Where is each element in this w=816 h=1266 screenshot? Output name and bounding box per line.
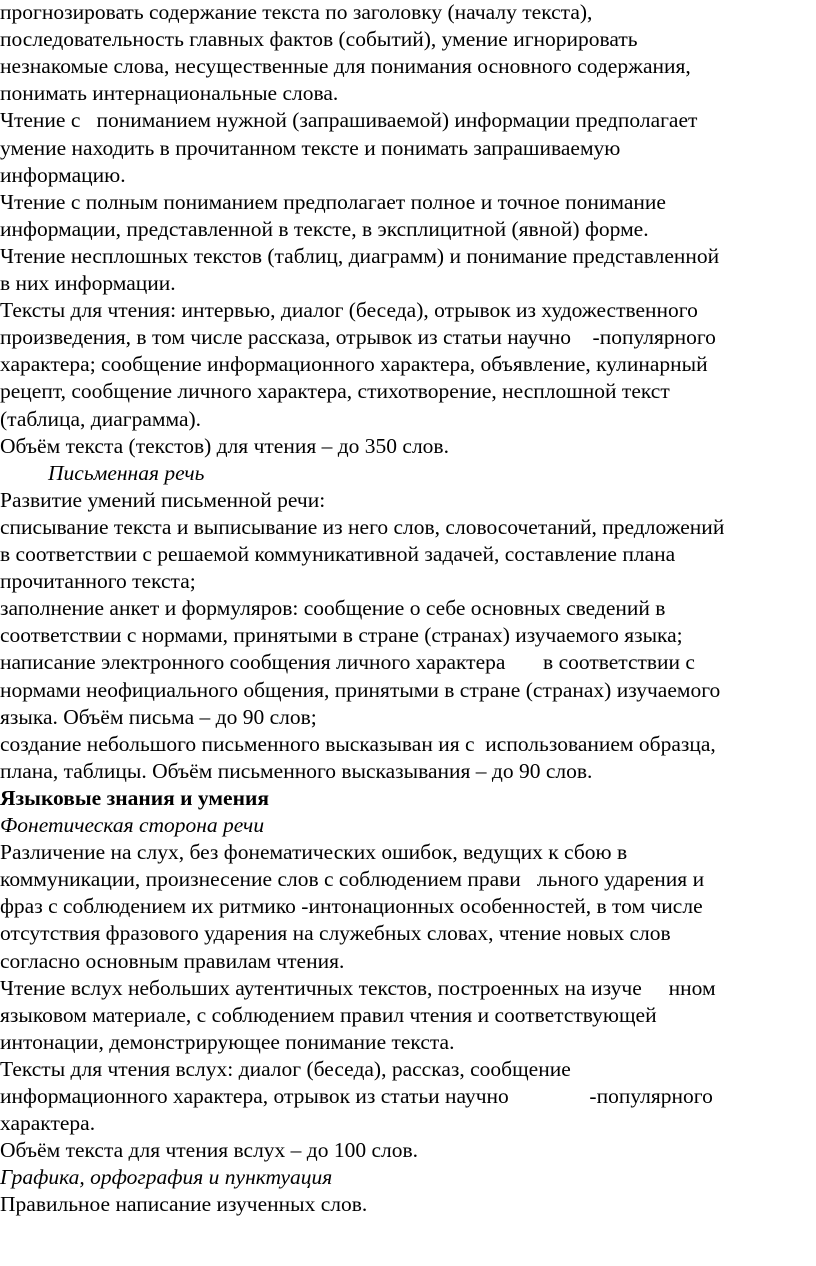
text-line: Тексты для чтения вслух: диалог (беседа), рассказ, сообщение (0, 1056, 571, 1081)
subsection-heading-phonetics: Фонетическая сторона речи (0, 813, 265, 837)
text-line: Объём текста (текстов) для чтения – до 350 слов. (0, 433, 449, 458)
text-line: Различение на слух, без фонематических ошибок, ведущих к сбою в (0, 840, 628, 865)
text-line: в них информации. (0, 271, 176, 295)
text-line: отсутствия фразового ударения на служебных словах, чтение новых слов (0, 921, 671, 946)
text-line: языка. Объём письма – до 90 слов; (0, 704, 317, 729)
text-line: соответствии с нормами, принятыми в стране (странах) изучаемого языка; (0, 623, 683, 648)
text-line: последовательность главных фактов (событий), умение игнорировать (0, 27, 638, 52)
text-line: понимать интернациональные слова. (0, 81, 339, 106)
section-heading-language-knowledge: Языковые знания и умения (0, 785, 269, 810)
text-line: списывание текста и выписывание из него слов, словосочетаний, предложений (0, 514, 725, 539)
text-line: написание электронного сообщения личного характера в соответствии с (0, 650, 695, 675)
text-line: характера; сообщение информационного характера, объявление, кулинарный (0, 352, 708, 377)
subsection-heading-graphics: Графика, орфография и пунктуация (0, 1165, 333, 1190)
text-line: Чтение несплошных текстов (таблиц, диаграмм) и понимание представленной (0, 243, 720, 268)
text-line: Тексты для чтения: интервью, диалог (беседа), отрывок из художественного (0, 298, 698, 323)
text-line: Объём текста для чтения вслух – до 100 слов. (0, 1138, 419, 1163)
text-line: прочитанного текста; (0, 569, 196, 594)
text-line: Чтение с полным пониманием предполагает полное и точное понимание (0, 189, 666, 214)
text-line: Чтение вслух небольших аутентичных текстов, построенных на изуче нном (0, 975, 716, 1000)
text-line: создание небольшого письменного высказыван ия с использованием образца, (0, 731, 716, 756)
text-line: языковом материале, с соблюдением правил чтения и соответствующей (0, 1002, 657, 1027)
text-line: умение находить в прочитанном тексте и понимать запрашиваемую (0, 135, 621, 160)
text-line: прогнозировать содержание текста по заголовку (началу текста), (0, 0, 593, 24)
text-line: Развитие умений письменной речи: (0, 487, 326, 512)
text-line: интонации, демонстрирующее понимание текста. (0, 1029, 455, 1054)
text-line: Правильное написание изученных слов. (0, 1192, 368, 1217)
text-line: (таблица, диаграмма). (0, 406, 202, 431)
text-line: информационного характера, отрывок из статьи научно -популярного (0, 1084, 713, 1108)
text-line: фраз с соблюдением их ритмико -интонационных особенностей, в том числе (0, 894, 703, 919)
text-line: рецепт, сообщение личного характера, стихотворение, несплошной текст (0, 379, 670, 404)
text-line: характера. (0, 1111, 96, 1136)
text-line: информацию. (0, 162, 126, 187)
text-line: плана, таблицы. Объём письменного высказывания – до 90 слов. (0, 758, 593, 783)
text-line: Чтение с пониманием нужной (запрашиваемой) информации предполагает (0, 108, 698, 133)
text-line: заполнение анкет и формуляров: сообщение о себе основных сведений в (0, 596, 666, 621)
text-line: согласно основным правилам чтения. (0, 948, 345, 973)
text-line: коммуникации, произнесение слов с соблюдением прави льного ударения и (0, 867, 705, 892)
text-line: информации, представленной в тексте, в эксплицитной (явной) форме. (0, 216, 649, 241)
text-line: произведения, в том числе рассказа, отрывок из статьи научно -популярного (0, 325, 716, 350)
section-heading-writing: Письменная речь (48, 460, 205, 485)
text-line: незнакомые слова, несущественные для понимания основного содержания, (0, 54, 691, 79)
text-line: в соответствии с решаемой коммуникативной задачей, составление плана (0, 542, 676, 566)
text-line: нормами неофициального общения, принятыми в стране (странах) изучаемого (0, 677, 721, 702)
